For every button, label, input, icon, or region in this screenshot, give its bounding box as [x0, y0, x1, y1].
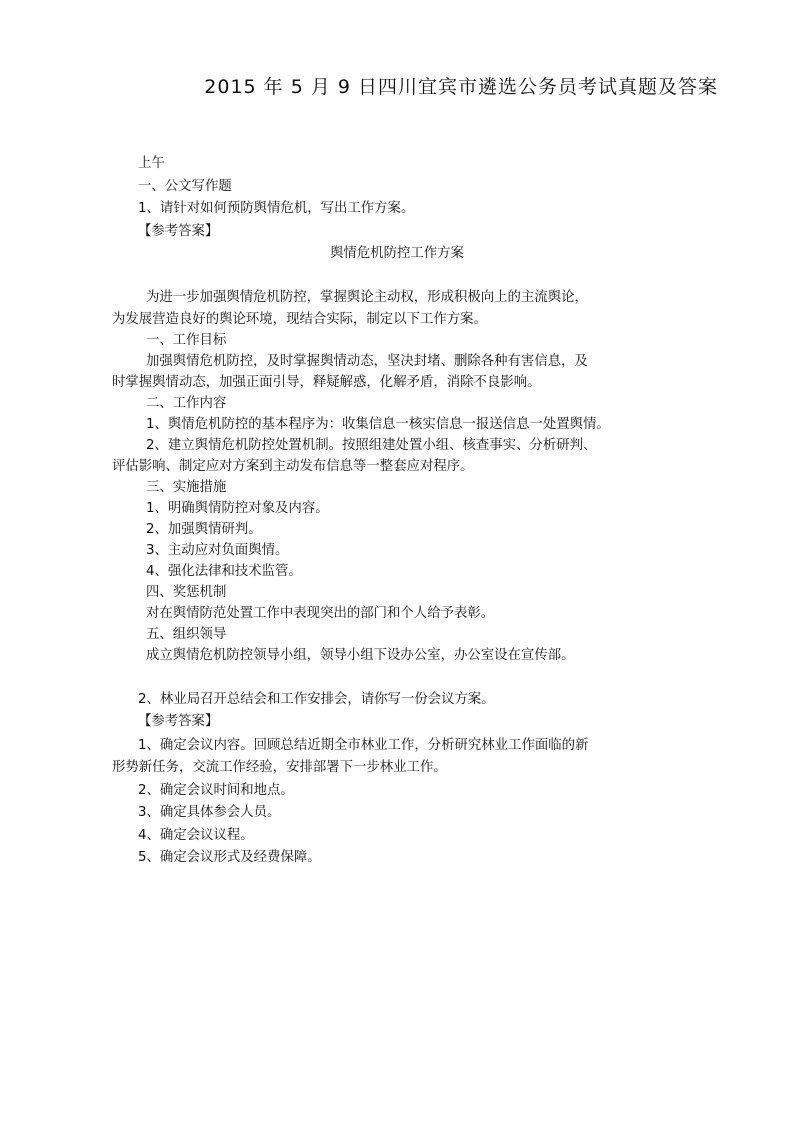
paragraph-intro-line-2: 为发展营造良好的舆论环境，现结合实际，制定以下工作方案。 [112, 312, 487, 327]
content-item-2-line-1: 2、建立舆情危机防控处置机制。按照组建处置小组、核查事实、分析研判、 [146, 438, 597, 453]
measure-item-3: 3、主动应对负面舆情。 [146, 543, 289, 558]
heading-goal: 一、工作目标 [146, 333, 227, 348]
question-2: 2、林业局召开总结会和工作安排会，请你写一份会议方案。 [138, 692, 495, 707]
measure-item-1: 1、明确舆情防控对象及内容。 [146, 501, 329, 516]
answer-item-4: 4、确定会议议程。 [138, 828, 254, 843]
answer-item-2: 2、确定会议时间和地点。 [138, 783, 294, 798]
answer-item-3: 3、确定具体参会人员。 [138, 805, 281, 820]
heading-measures: 三、实施措施 [146, 480, 227, 495]
section-morning: 上午 [138, 156, 165, 171]
content-item-2-line-2: 评估影响、制定应对方案到主动发布信息等一整套应对程序。 [112, 459, 474, 474]
measure-item-4: 4、强化法律和技术监管。 [146, 564, 302, 579]
paragraph-leadership: 成立舆情危机防控领导小组，领导小组下设办公室，办公室设在宣传部。 [146, 648, 575, 663]
heading-writing-task: 一、公文写作题 [138, 179, 232, 194]
heading-rewards: 四、奖惩机制 [146, 585, 227, 600]
paragraph-rewards: 对在舆情防范处置工作中表现突出的部门和个人给予表彰。 [146, 606, 495, 621]
measure-item-2: 2、加强舆情研判。 [146, 522, 262, 537]
answer-item-5: 5、确定会议形式及经费保障。 [138, 850, 321, 865]
paragraph-goal-line-2: 时掌握舆情动态，加强正面引导，释疑解惑，化解矛盾，消除不良影响。 [112, 375, 541, 390]
answer-item-1-line-1: 1、确定会议内容。回顾总结近期全市林业工作，分析研究林业工作面临的新 [138, 738, 589, 753]
reference-answer-label-2: 【参考答案】 [138, 714, 219, 729]
content-item-1: 1、舆情危机防控的基本程序为：收集信息一核实信息一报送信息一处置舆情。 [146, 417, 610, 432]
reference-answer-label-1: 【参考答案】 [138, 224, 219, 239]
heading-leadership: 五、组织领导 [146, 627, 227, 642]
heading-content: 二、工作内容 [146, 396, 227, 411]
answer-item-1-line-2: 形势新任务，交流工作经验，安排部署下一步林业工作。 [112, 760, 447, 775]
paragraph-intro-line-1: 为进一步加强舆情危机防控，掌握舆论主动权，形成积极向上的主流舆论， [146, 290, 588, 305]
question-1: 1、请针对如何预防舆情危机，写出工作方案。 [138, 201, 415, 216]
document-title: 2015 年 5 月 9 日四川宜宾市遴选公务员考试真题及答案 [204, 76, 718, 98]
paragraph-goal-line-1: 加强舆情危机防控，及时掌握舆情动态，坚决封堵、删除各种有害信息，及 [146, 354, 588, 369]
plan-title: 舆情危机防控工作方案 [330, 246, 464, 261]
